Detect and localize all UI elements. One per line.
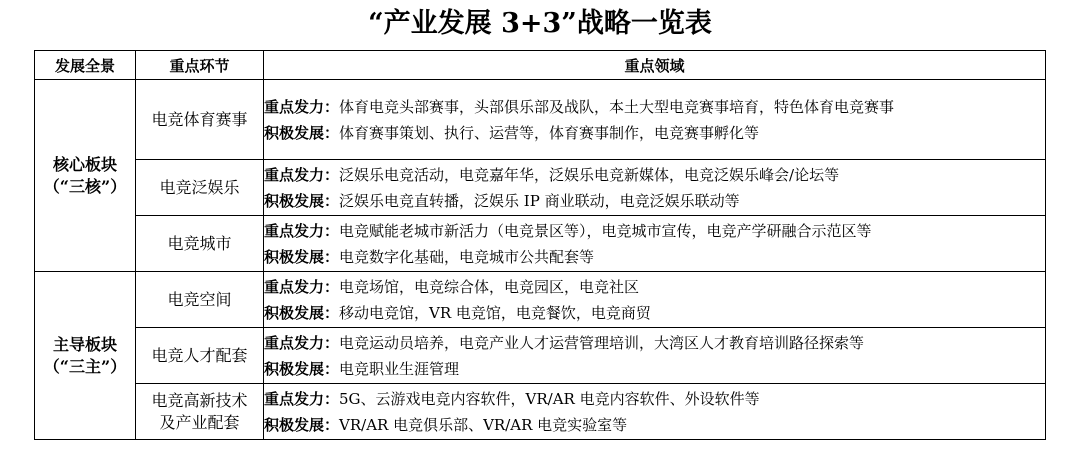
block-name: 核心板块 <box>52 154 117 174</box>
active-line <box>264 244 1045 270</box>
focus-text: 电竞运动员培养，电竞产业人才运营管理培训，大湾区人才教育培训路径探索等 <box>339 333 865 352</box>
strategy-table <box>34 50 1046 440</box>
page-title: “产业发展 3+3”战略一览表 <box>368 8 712 39</box>
focus-text: 电竞场馆，电竞综合体，电竞园区，电竞社区 <box>339 277 640 296</box>
focus-line <box>264 386 1045 412</box>
focus-text: 5G、云游戏电竞内容软件，VR/AR 电竞内容软件、外设软件等 <box>339 389 760 408</box>
segment-cell <box>136 216 264 272</box>
block-cell <box>35 272 136 440</box>
field-cell <box>264 160 1046 216</box>
table-header-row <box>35 51 1046 80</box>
active-line <box>264 412 1045 438</box>
segment-cell <box>136 384 264 440</box>
active-line <box>264 120 1045 146</box>
focus-label: 重点发力： <box>264 221 340 240</box>
active-text: 体育赛事策划、执行、运营等，体育赛事制作，电竞赛事孵化等 <box>339 123 760 142</box>
segment-name: 电竞人才配套 <box>151 345 248 365</box>
block-alias: （“三主”） <box>43 356 127 376</box>
active-line <box>264 356 1045 382</box>
field-cell <box>264 384 1046 440</box>
header-field: 重点领域 <box>264 51 1046 80</box>
focus-label: 重点发力： <box>264 333 340 352</box>
active-text: 移动电竞馆，VR 电竞馆，电竞餐饮，电竞商贸 <box>339 303 651 322</box>
focus-label: 重点发力： <box>264 97 340 116</box>
focus-label: 重点发力： <box>264 165 340 184</box>
block-cell <box>35 80 136 272</box>
table-row <box>35 384 1046 440</box>
active-text: 电竞数字化基础，电竞城市公共配套等 <box>339 247 595 266</box>
focus-line <box>264 162 1045 188</box>
segment-cell <box>136 272 264 328</box>
active-label: 积极发展： <box>264 191 340 210</box>
focus-line <box>264 274 1045 300</box>
segment-cell <box>136 160 264 216</box>
active-label: 积极发展： <box>264 359 340 378</box>
segment-name: 电竞高新技术 <box>151 390 248 410</box>
active-label: 积极发展： <box>264 123 340 142</box>
table-row <box>35 80 1046 160</box>
segment-cell <box>136 328 264 384</box>
active-label: 积极发展： <box>264 303 340 322</box>
field-cell <box>264 328 1046 384</box>
segment-name: 电竞空间 <box>167 289 232 309</box>
focus-line <box>264 94 1045 120</box>
table-row <box>35 216 1046 272</box>
active-text: VR/AR 电竞俱乐部、VR/AR 电竞实验室等 <box>339 415 628 434</box>
table-row <box>35 272 1046 328</box>
field-cell <box>264 216 1046 272</box>
focus-text: 电竞赋能老城市新活力（电竞景区等），电竞城市宣传，电竞产学研融合示范区等 <box>339 221 872 240</box>
focus-text: 泛娱乐电竞活动，电竞嘉年华，泛娱乐电竞新媒体，电竞泛娱乐峰会/论坛等 <box>339 165 840 184</box>
active-label: 积极发展： <box>264 415 340 434</box>
table-row <box>35 160 1046 216</box>
table-row <box>35 328 1046 384</box>
focus-label: 重点发力： <box>264 389 340 408</box>
active-line <box>264 300 1045 326</box>
focus-line <box>264 330 1045 356</box>
header-overview: 发展全景 <box>35 51 136 80</box>
focus-line <box>264 218 1045 244</box>
active-line <box>264 188 1045 214</box>
segment-cell <box>136 80 264 160</box>
header-segment: 重点环节 <box>136 51 264 80</box>
active-text: 泛娱乐电竞直转播，泛娱乐 IP 商业联动，电竞泛娱乐联动等 <box>339 191 740 210</box>
focus-label: 重点发力： <box>264 277 340 296</box>
field-cell <box>264 80 1046 160</box>
segment-name-line2: 及产业配套 <box>159 412 240 432</box>
block-alias: （“三核”） <box>43 176 127 196</box>
block-name: 主导板块 <box>52 334 117 354</box>
active-text: 电竞职业生涯管理 <box>339 359 460 378</box>
segment-name: 电竞体育赛事 <box>151 109 248 129</box>
field-cell <box>264 272 1046 328</box>
focus-text: 体育电竞头部赛事，头部俱乐部及战队，本土大型电竞赛事培育，特色体育电竞赛事 <box>339 97 895 116</box>
segment-name: 电竞泛娱乐 <box>159 177 240 197</box>
active-label: 积极发展： <box>264 247 340 266</box>
segment-name: 电竞城市 <box>167 233 232 253</box>
